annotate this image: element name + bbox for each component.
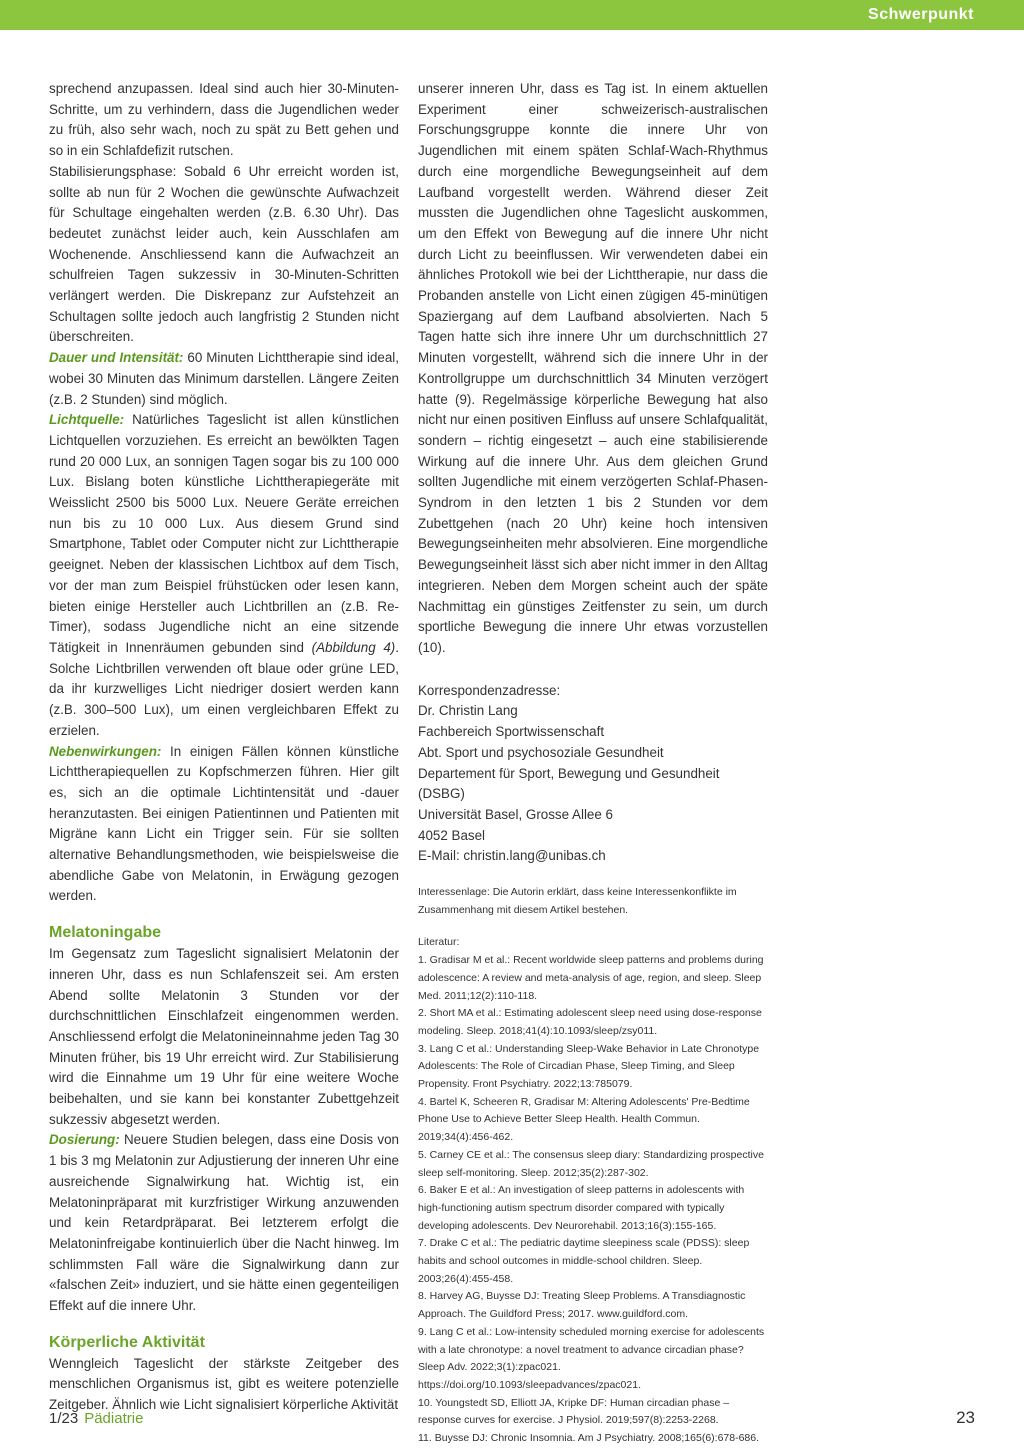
paragraph: Wenngleich Tageslicht der stärkste Zeitgeber des menschlichen Organismus ist, gibt es weitere potenzielle Zeitgeber. Ähnlich wie Licht signalisiert körperliche Aktivität — [49, 1355, 399, 1413]
conflict-of-interest-note: Interessenlage: Die Autorin erklärt, dass keine Interessenkonflikte im Zusammenhang mit diesem Artikel bestehen. — [418, 886, 737, 916]
reference-item: 1. Gradisar M et al.: Recent worldwide sleep patterns and problems during adolescence: A review and meta-analysis of age, region, and sleep. Sleep Med. 2011;12(2):110-118. — [418, 954, 764, 1002]
reference-item: 10. Youngstedt SD, Elliott JA, Kripke DF: Human circadian phase – response curves for exercise. J Physiol. 2019;597(8):2253-2268. — [418, 1396, 730, 1427]
left-column — [49, 79, 399, 1416]
email-line: E-Mail: christin.lang@unibas.ch — [418, 848, 606, 864]
address-line: Abt. Sport und psychosoziale Gesundheit — [418, 744, 664, 760]
inline-heading: Dosierung: — [49, 1132, 120, 1148]
reference-item: 9. Lang C et al.: Low-intensity scheduled morning exercise for adolescents with a late chronotype: a novel treatment to advance circadian phase? Sleep Adv. 2022;3(1):zpac021. https://doi.org/10.1093/sleepadvances/zpac021. — [418, 1325, 765, 1391]
address-line: Korrespondenzadresse: — [418, 682, 561, 698]
section-header-bar — [0, 0, 1024, 30]
paragraph — [49, 348, 399, 410]
address-line: Dr. Christin Lang — [418, 703, 518, 719]
paragraph — [49, 1130, 399, 1316]
correspondence-address — [418, 681, 768, 867]
issue-number: 1/23 — [49, 1410, 79, 1427]
inline-heading: Nebenwirkungen: — [49, 743, 162, 759]
address-line: Fachbereich Sportwissenschaft — [418, 724, 605, 740]
reference-item: 8. Harvey AG, Buysse DJ: Treating Sleep Problems. A Transdiagnostic Approach. The Guildford Press; 2017. www.guildford.com. — [418, 1290, 746, 1321]
paragraph-text: In einigen Fällen können künstliche Lichttherapiequellen zu Kopfschmerzen führen. Hier gilt es, sich an die optimale Lichtintensität und -dauer heranzutasten. Bei einigen Patientinnen und Patienten mit Migräne kann Licht ein Trigger sein. Für sie sollten alternative Behandlungsmethoden, wie beispielsweise die abendliche Gabe von Melatonin, in Erwägung gezogen werden. — [49, 743, 399, 904]
magazine-name: Pädiatrie — [84, 1410, 144, 1427]
references-heading: Literatur: — [418, 936, 460, 949]
paragraph-text: Natürliches Tageslicht ist allen künstlichen Lichtquellen vorzuziehen. Es erreicht an bewölkten Tagen rund 20 000 Lux, an sonnigen Tagen sogar bis zu 100 000 Lux. Bislang boten künstliche Lichttherapiegeräte mit Weisslicht 2500 bis 5000 Lux. Neuere Geräte erreichen nun bis zu 10 000 Lux. Aus diesem Grund sind Smartphone, Tablet oder Computer nicht zur Lichttherapie geeignet. Neben der klassischen Lichtbox auf dem Tisch, vor der man zum Beispiel frühstücken oder lesen kann, bieten einige Hersteller auch Lichtbrillen an (z.B. Re-Timer), sodass Jugendliche nicht an eine sitzende Tätigkeit in Innenräumen gebunden sind — [49, 412, 399, 655]
references-list — [418, 934, 768, 1447]
reference-item: 2. Short MA et al.: Estimating adolescent sleep need using dose-response modeling. Sleep. 2018;41(4):10.1093/sleep/zsy011. — [418, 1007, 762, 1037]
paragraph — [49, 410, 399, 741]
reference-item: 7. Drake C et al.: The pediatric daytime sleepiness scale (PDSS): sleep habits and school outcomes in middle-school children. Sleep. 2003;26(4):455-458. — [418, 1237, 750, 1285]
reference-item: 5. Carney CE et al.: The consensus sleep diary: Standardizing prospective sleep self-monitoring. Sleep. 2012;35(2):287-302. — [418, 1148, 764, 1179]
reference-item: 6. Baker E et al.: An investigation of sleep patterns in adolescents with high-functioning autism spectrum disorder compared with typically developing adolescents. Dev Neurorehabil. 2013;16(3):155-165. — [418, 1184, 745, 1232]
page-number: 23 — [956, 1408, 975, 1427]
paragraph — [49, 742, 399, 908]
paragraph-text: Neuere Studien belegen, dass eine Dosis von 1 bis 3 mg Melatonin zur Adjustierung der inneren Uhr eine ausreichende Signalwirkung hat. Wichtig ist, ein Melatoninpräparat mit kurzfristiger Wirkung anzuwenden und kein Retardpräparat. Bei letzterem erfolgt die Melatoninfreigabe kontinuierlich über die Nacht hinweg. Im schlimmsten Fall wäre die Signalwirkung dann zur «falschen Zeit» induziert, und sie hätte einen gegenteiligen Effekt auf die innere Uhr. — [49, 1132, 399, 1314]
right-column — [418, 79, 768, 1448]
inline-heading: Dauer und Intensität: — [49, 350, 184, 366]
paragraph-text: . Solche Lichtbrillen verwenden oft blaue oder grüne LED, da ihr kurzwelliges Licht niedriger dosiert werden kann (z.B. 300–500 Lux), um einen vergleichbaren Effekt zu erzielen. — [49, 639, 399, 738]
figure-reference: (Abbildung 4) — [311, 639, 396, 655]
reference-item: 11. Buysse DJ: Chronic Insomnia. Am J Psychiatry. 2008;165(6):678-686. — [418, 1432, 760, 1445]
paragraph-text: 60 Minuten Lichttherapie sind ideal, wobei 30 Minuten das Minimum darstellen. Längere Zeiten (z.B. 2 Stunden) sind möglich. — [49, 350, 399, 407]
address-line: Universität Basel, Grosse Allee 6 — [418, 806, 613, 822]
paragraph: sprechend anzupassen. Ideal sind auch hier 30-Minuten-Schritte, um zu verhindern, dass die Jugendlichen weder zu früh, also sehr wach, noch zu spät zu Bett gehen und so in ein Schlafdefizit rutschen. — [49, 81, 399, 159]
footer-issue — [49, 1410, 143, 1427]
paragraph: Stabilisierungsphase: Sobald 6 Uhr erreicht worden ist, sollte ab nun für 2 Wochen die gewünschte Aufwachzeit für Schultage eingehalten werden (z.B. 6.30 Uhr). Das bedeutet zunächst leider auch, kein Ausschlafen am Wochenende. Anschliessend kann die Aufwachzeit an schulfreien Tagen sukzessiv in 30-Minuten-Schritten verlängert werden. Die Diskrepanz zur Aufstehzeit an Schultagen sollte jedoch auch langfristig 2 Stunden nicht überschreiten. — [49, 163, 399, 345]
inline-heading: Lichtquelle: — [49, 412, 125, 428]
reference-item: 3. Lang C et al.: Understanding Sleep-Wake Behavior in Late Chronotype Adolescents: The Role of Circadian Phase, Sleep Timing, and Sleep Propensity. Front Psychiatry. 2022;13:785079. — [418, 1042, 760, 1091]
reference-item: 4. Bartel K, Scheeren R, Gradisar M: Altering Adolescents' Pre-Bedtime Phone Use to Achieve Better Sleep Health. Health Commun. 2019;34(4):456-462. — [418, 1095, 750, 1144]
section-title: Schwerpunkt — [868, 6, 974, 23]
address-line: 4052 Basel — [418, 827, 486, 843]
paragraph: unserer inneren Uhr, dass es Tag ist. In einem aktuellen Experiment einer schweizerisch-australischen Forschungsgruppe konnte die innere Uhr von Jugendlichen mit einem späten Schlaf-Wach-Rhythmus durch eine morgendliche Bewegungseinheit auf dem Laufband vorgestellt werden. Während dieser Zeit mussten die Jugendlichen ohne Tageslicht auskommen, um den Effekt von Bewegung auf die innere Uhr nicht durch Licht zu beeinflussen. Wir verwendeten dabei ein ähnliches Protokoll wie bei der Lichttherapie, nur dass die Probanden anstelle von Licht einen zügigen 45-minütigen Spaziergang auf dem Laufband absolvierten. Nach 5 Tagen hatte sich ihre innere Uhr um durchschnittlich 27 Minuten vorgestellt, während sich die innere Uhr in der Kontrollgruppe um durchschnittlich 34 Minuten verzögert hatte (9). Regelmässige körperliche Bewegung hat also nicht nur einen positiven Einfluss auf unsere Schlafqualität, sondern – richtig eingesetzt – auch eine stabilisierende Wirkung auf die innere Uhr. Aus dem gleichen Grund sollten Jugendliche mit einem verzögerten Schlaf-Phasen-Syndrom in den letzten 1 bis 2 Stunden vor dem Zubettgehen (nach 20 Uhr) keine hoch intensiven Bewegungseinheiten mehr absolvieren. Eine morgendliche Bewegungseinheit lässt sich aber nicht immer in den Alltag integrieren. Neben dem Morgen scheint auch der späte Nachmittag ein günstiges Zeitfenster zu sein, um durch sportliche Bewegung die innere Uhr etwas vorzustellen (10). — [418, 81, 768, 655]
section-heading: Melatoningabe — [49, 924, 162, 942]
paragraph: Im Gegensatz zum Tageslicht signalisiert Melatonin der inneren Uhr, dass es nun Schlafenszeit sei. Am ersten Abend sollte Melatonin 3 Stunden vor der durchschnittlichen Einschlafzeit eingenommen werden. Anschliessend erfolgt die Melatonineinnahme jeden Tag 30 Minuten früher, bis 19 Uhr erreicht wird. Zur Stabilisierung wird die Einnahme um 19 Uhr für eine weitere Woche beibehalten, und sie kann bei konstanter Zubettgehzeit sukzessiv abgesetzt werden. — [49, 946, 399, 1127]
address-line: Departement für Sport, Bewegung und Gesundheit (DSBG) — [418, 765, 720, 802]
section-heading: Körperliche Aktivität — [49, 1333, 205, 1351]
